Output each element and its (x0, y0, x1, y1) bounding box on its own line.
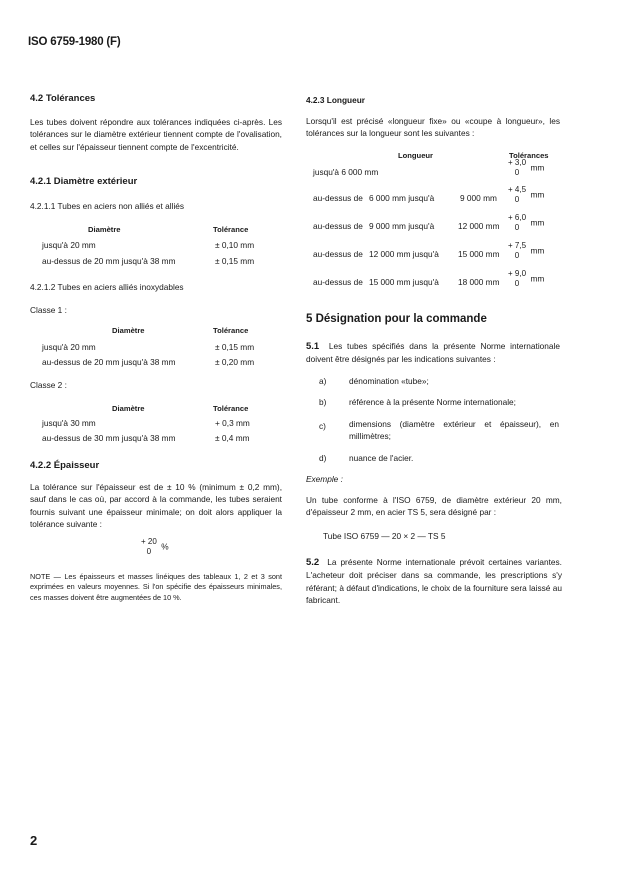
section-4-2-1-heading: 4.2.1 Diamètre extérieur (30, 176, 138, 187)
fraction-unit: % (161, 541, 169, 552)
length-row-to: 18 000 mm (458, 277, 500, 287)
note-paragraph: NOTE — Les épaisseurs et masses linéiques des tableaux 1, 2 et 3 sont exprimées en valeurs moyennes. Si l'on spécifie des épaisseurs minimales, ces masses doivent être augmentées de 10 %. (30, 572, 282, 602)
length-row-from: au-dessus de (313, 221, 363, 231)
tolerance-unit: mm (530, 273, 545, 284)
table-row-diameter: jusqu'à 30 mm (42, 418, 96, 428)
table-header-diametre: Diamètre (112, 326, 145, 335)
length-row-range: 15 000 mm jusqu'à (369, 277, 439, 287)
length-row-range: 12 000 mm jusqu'à (369, 249, 439, 259)
list-item: dimensions (diamètre extérieur et épaisseur), en millimètres; (349, 419, 559, 442)
section-4-2-3-heading: 4.2.3 Longueur (306, 95, 366, 105)
table-header-diametre: Diamètre (88, 225, 121, 234)
classe-1-label: Classe 1 : (30, 305, 67, 315)
length-row-range: 6 000 mm jusqu'à (369, 193, 435, 203)
page-number: 2 (30, 833, 38, 848)
section-5-2-text: La présente Norme internationale prévoit certaines variantes. L'acheteur doit préciser dans sa commande, les prescriptions s'y référant; à défaut d'indications, le choix de la fourniture sera laissé au fabricant. (306, 557, 562, 605)
list-item-marker: b) (319, 397, 327, 407)
section-5-1-text: Les tubes spécifiés dans la présente Norme internationale doivent être désignés par les indications suivantes : (306, 341, 560, 365)
classe-2-label: Classe 2 : (30, 380, 67, 390)
fraction-bottom: 0 (146, 546, 152, 556)
table-row-diameter: au-dessus de 20 mm jusqu'à 38 mm (42, 357, 176, 367)
section-4-2-1-2-heading: 4.2.1.2 Tubes en aciers alliés inoxydables (30, 282, 184, 292)
length-row-from: au-dessus de (313, 193, 363, 203)
list-item: référence à la présente Norme internationale; (349, 397, 516, 407)
section-4-2-heading: 4.2 Tolérances (30, 93, 96, 104)
length-tolerance (508, 241, 544, 260)
table-header-tolerances: Tolérances (509, 151, 549, 160)
section-4-2-2-paragraph: La tolérance sur l'épaisseur est de ± 10 % (minimum ± 0,2 mm), sauf dans le cas où, par accord à la commande, les tubes seraient fournis suivant une épaisseur minimale; on doit alors appliquer la tolérance suivante : (30, 482, 282, 529)
example-designation: Tube ISO 6759 — 20 × 2 — TS 5 (323, 531, 446, 541)
document-header: ISO 6759-1980 (F) (28, 36, 121, 48)
tolerance-unit: mm (530, 189, 545, 200)
table-row-diameter: jusqu'à 20 mm (42, 240, 96, 250)
table-row-diameter: au-dessus de 20 mm jusqu'à 38 mm (42, 256, 176, 266)
table-header-longueur: Longueur (398, 151, 434, 160)
section-4-2-3-paragraph: Lorsqu'il est précisé «longueur fixe» ou «coupe à longueur», les tolérances sur la longueur sont les suivantes : (306, 116, 560, 139)
fraction-top: + 20 (141, 537, 157, 546)
table-row-diameter: jusqu'à 20 mm (42, 342, 96, 352)
section-4-2-1-1-heading: 4.2.1.1 Tubes en aciers non alliés et alliés (30, 201, 185, 211)
table-header-tolerance: Tolérance (213, 326, 249, 335)
tolerance-unit: mm (530, 245, 545, 256)
tolerance-unit: mm (530, 217, 545, 228)
list-item: nuance de l'acier. (349, 453, 414, 463)
list-item-marker: c) (319, 421, 326, 431)
thickness-tolerance-formula (141, 537, 169, 556)
length-row-to: 15 000 mm (458, 249, 500, 259)
table-row-tolerance: + 0,3 mm (215, 418, 250, 428)
tolerance-bottom: 0 (514, 167, 520, 177)
tolerance-top: + 4,5 (508, 185, 527, 194)
section-4-2-2-heading: 4.2.2 Épaisseur (30, 460, 100, 471)
list-item-marker: d) (319, 453, 327, 463)
length-row-from: au-dessus de (313, 277, 363, 287)
table-header-tolerance: Tolérance (213, 225, 249, 234)
length-row-from: au-dessus de (313, 249, 363, 259)
tolerance-bottom: 0 (514, 278, 520, 288)
length-row-from: jusqu'à 6 000 mm (313, 167, 379, 177)
table-row-diameter: au-dessus de 30 mm jusqu'à 38 mm (42, 433, 176, 443)
section-5-1-paragraph (306, 340, 560, 366)
length-tolerance (508, 185, 544, 204)
length-tolerance (508, 158, 544, 177)
section-4-2-paragraph: Les tubes doivent répondre aux tolérances indiquées ci-après. Les tolérances sur le diamètre extérieur tiennent compte de l'ovalisation, et celles sur l'épaisseur tiennent compte de l'excentricité. (30, 117, 282, 152)
table-row-tolerance: ± 0,4 mm (215, 433, 250, 443)
length-row-to: 12 000 mm (458, 221, 500, 231)
tolerance-bottom: 0 (514, 194, 520, 204)
tolerance-top: + 7,5 (508, 241, 527, 250)
length-row-range: 9 000 mm jusqu'à (369, 221, 435, 231)
table-header-tolerance: Tolérance (213, 404, 249, 413)
example-label: Exemple : (306, 474, 343, 484)
table-row-tolerance: ± 0,15 mm (215, 256, 255, 266)
list-item: dénomination «tube»; (349, 376, 429, 386)
table-row-tolerance: ± 0,15 mm (215, 342, 255, 352)
example-paragraph: Un tube conforme à l'ISO 6759, de diamètre extérieur 20 mm, d'épaisseur 2 mm, en acier TS 5, sera désigné par : (306, 495, 562, 518)
length-tolerance (508, 269, 544, 288)
tolerance-top: + 6,0 (508, 213, 527, 222)
section-5-1-number: 5.1 (306, 341, 320, 352)
tolerance-top: + 9,0 (508, 269, 527, 278)
table-row-tolerance: ± 0,20 mm (215, 357, 255, 367)
section-5-2-number: 5.2 (306, 557, 320, 568)
table-row-tolerance: ± 0,10 mm (215, 240, 255, 250)
tolerance-top: + 3,0 (508, 158, 527, 167)
length-tolerance (508, 213, 544, 232)
section-5-heading: 5 Désignation pour la commande (306, 313, 487, 325)
tolerance-unit: mm (530, 162, 545, 173)
list-item-marker: a) (319, 376, 327, 386)
table-header-diametre: Diamètre (112, 404, 145, 413)
section-5-2-paragraph (306, 556, 562, 606)
tolerance-bottom: 0 (514, 250, 520, 260)
tolerance-bottom: 0 (514, 222, 520, 232)
length-row-to: 9 000 mm (460, 193, 497, 203)
